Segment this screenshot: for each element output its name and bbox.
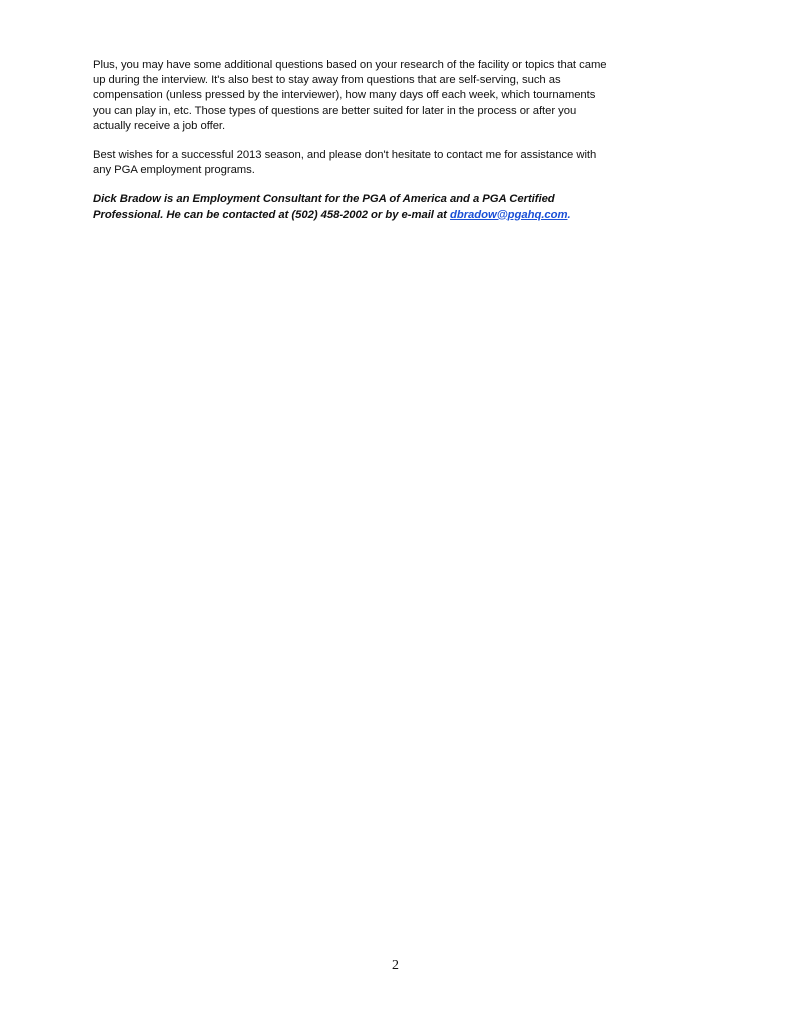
paragraph-best-wishes: Best wishes for a successful 2013 season, and please don't hesitate to contact me for assistance with any PGA employment programs. bbox=[93, 149, 597, 177]
signature-period: . bbox=[567, 208, 571, 221]
signature-text: Dick Bradow is an Employment Consultant for the PGA of America and a PGA Certified Professional. He can be contacted at (502) 458-2002 or by e-mail at bbox=[93, 193, 555, 221]
author-signature bbox=[93, 192, 703, 222]
document-body bbox=[93, 58, 703, 223]
page-number: 2 bbox=[392, 958, 399, 973]
paragraph-additional-questions: Plus, you may have some additional questions based on your research of the facility or topics that came up during the interview. It's also best to stay away from questions that are self-serving, such as compensation (unless pressed by the interviewer), how many days off each week, which tournaments you can play in, etc. Those types of questions are better suited for later in the process or after you actually receive a job offer. bbox=[93, 59, 607, 132]
email-link[interactable]: dbradow@pgahq.com bbox=[450, 208, 568, 221]
